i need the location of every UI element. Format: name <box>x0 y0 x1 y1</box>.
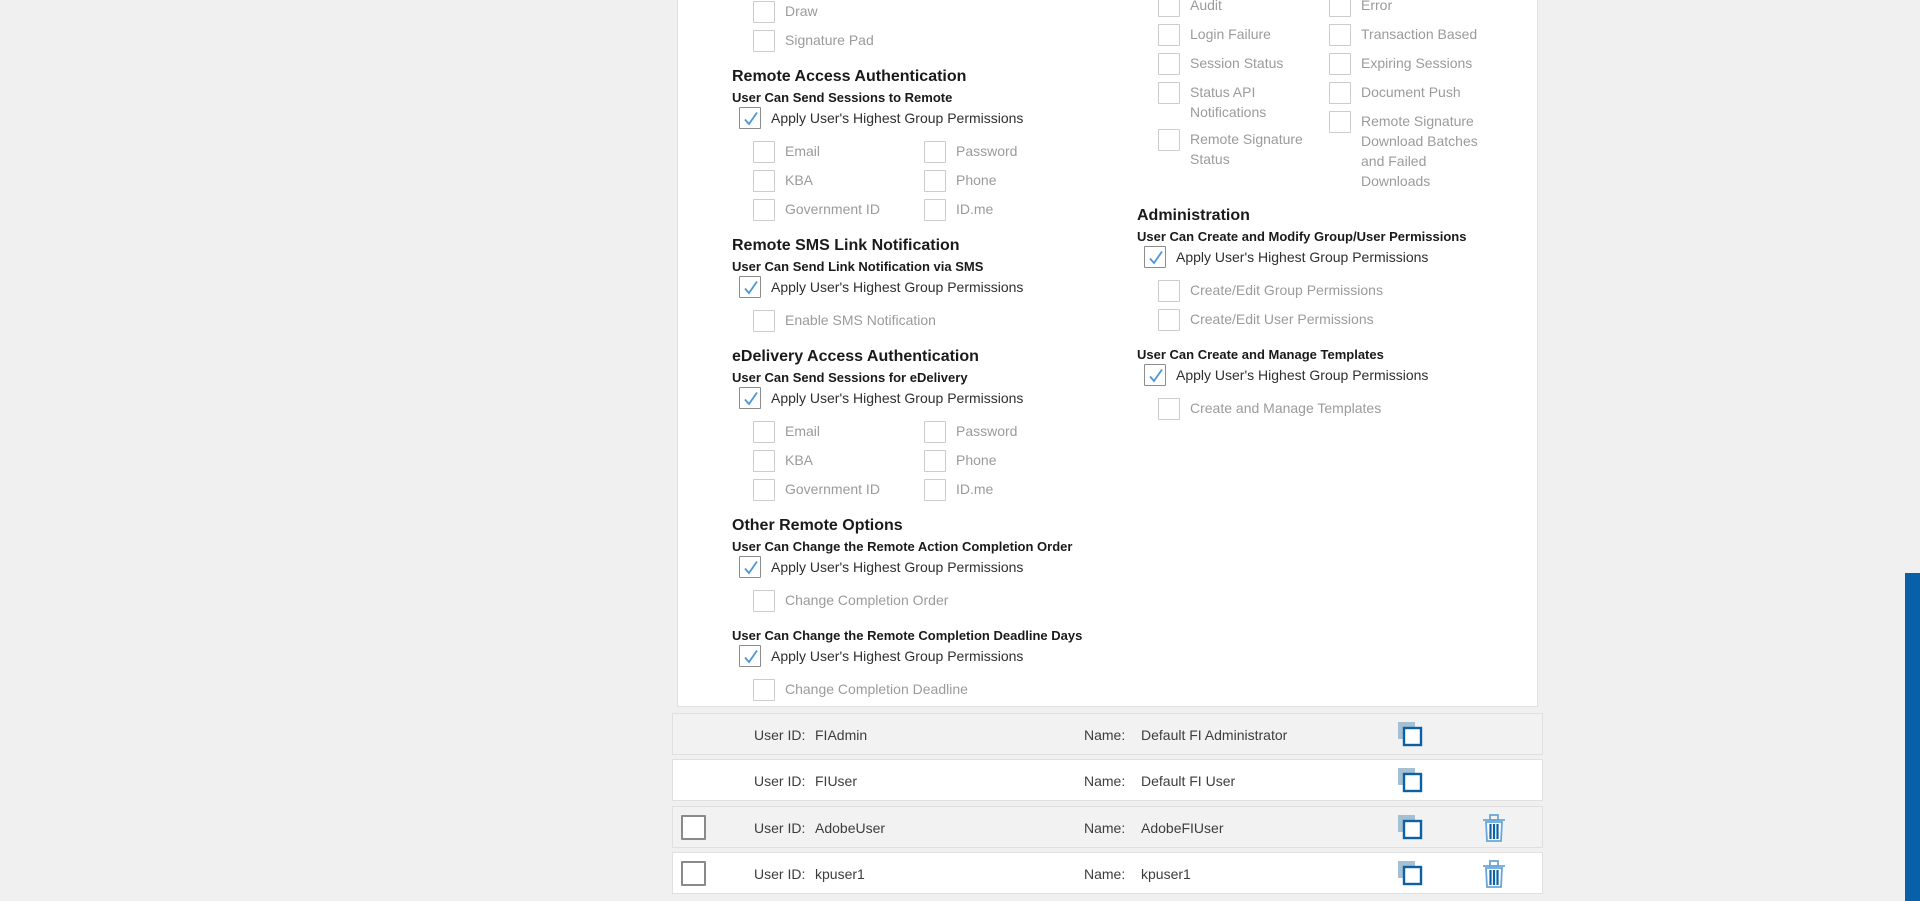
scrollbar-thumb[interactable] <box>1905 573 1920 901</box>
copy-user-button[interactable] <box>1395 766 1425 796</box>
option-row <box>1158 129 1323 169</box>
check-icon <box>740 646 762 668</box>
option-label: Email <box>785 423 821 439</box>
option-row <box>753 1 1127 23</box>
user-id-label: User ID: <box>754 820 806 836</box>
option-row <box>753 170 1127 192</box>
apply-permissions-label: Apply User's Highest Group Permissions <box>771 110 1024 126</box>
apply-permissions-label: Apply User's Highest Group Permissions <box>771 279 1024 295</box>
section-heading-edelivery-access-authentication: eDelivery Access Authentication <box>732 348 979 365</box>
checkbox-signature-pad <box>753 30 775 52</box>
option-cell <box>1158 53 1310 75</box>
option-label: Government ID <box>785 201 880 217</box>
checkbox-email <box>753 141 775 163</box>
checkbox-apply-highest-group-permissions[interactable] <box>739 276 761 298</box>
permissions-left-column <box>732 1 1127 708</box>
option-label: KBA <box>785 172 814 188</box>
checkbox-audit <box>1158 0 1180 17</box>
option-cell <box>1158 398 1381 420</box>
checkbox-remote-signature-status <box>1158 129 1180 151</box>
option-cell <box>753 310 936 332</box>
option-cell <box>1158 0 1310 17</box>
option-row <box>753 590 1127 612</box>
apply-permissions-row <box>739 387 1127 409</box>
checkbox-apply-highest-group-permissions[interactable] <box>739 645 761 667</box>
option-label: Login Failure <box>1190 26 1271 42</box>
option-label: Change Completion Deadline <box>785 681 968 697</box>
checkbox-email <box>753 421 775 443</box>
checkbox-draw <box>753 1 775 23</box>
option-cell <box>753 30 874 52</box>
apply-permissions-label: Apply User's Highest Group Permissions <box>1176 249 1429 265</box>
checkbox-error <box>1329 0 1351 17</box>
subsection-heading-user-can-send-link-notification-via-sms: User Can Send Link Notification via SMS <box>732 259 984 274</box>
option-cell <box>753 679 968 701</box>
user-row-checkbox[interactable] <box>681 815 706 840</box>
checkbox-phone <box>924 170 946 192</box>
option-cell <box>753 421 924 443</box>
notification-options-column-b <box>1329 0 1504 198</box>
apply-permissions-row <box>739 276 1127 298</box>
checkbox-phone <box>924 450 946 472</box>
user-id-label: User ID: <box>754 866 806 882</box>
option-label: Create/Edit Group Permissions <box>1190 282 1383 298</box>
option-row <box>1158 309 1537 331</box>
option-label: ID.me <box>956 201 994 217</box>
option-label: Draw <box>785 3 818 19</box>
option-cell <box>1329 111 1491 191</box>
checkbox-id-me <box>924 479 946 501</box>
user-row <box>672 852 1543 894</box>
section-heading-administration: Administration <box>1137 207 1250 224</box>
name-label: Name: <box>1084 866 1126 882</box>
section-heading-other-remote-options: Other Remote Options <box>732 517 903 534</box>
user-row-checkbox[interactable] <box>681 861 706 886</box>
checkbox-id-me <box>924 199 946 221</box>
delete-user-button[interactable] <box>1479 859 1509 889</box>
user-id-value: AdobeUser <box>815 820 886 836</box>
trash-icon <box>1481 813 1507 843</box>
option-cell <box>1158 82 1310 122</box>
user-id-value: kpuser1 <box>815 866 865 882</box>
option-label: Password <box>956 143 1018 159</box>
option-row <box>753 450 1127 472</box>
option-group <box>753 310 1127 332</box>
option-label: Status API Notifications <box>1190 84 1267 120</box>
option-row <box>753 141 1127 163</box>
checkbox-enable-sms-notification <box>753 310 775 332</box>
option-row <box>1158 398 1537 420</box>
option-cell <box>753 590 948 612</box>
check-icon <box>1145 365 1167 387</box>
option-row <box>1158 0 1323 17</box>
option-cell <box>1329 0 1491 17</box>
option-row <box>753 679 1127 701</box>
name-value: kpuser1 <box>1141 866 1191 882</box>
user-row <box>672 713 1543 755</box>
option-cell <box>753 141 924 163</box>
option-row <box>1158 24 1323 46</box>
checkbox-apply-highest-group-permissions[interactable] <box>1144 246 1166 268</box>
option-label: Transaction Based <box>1361 26 1478 42</box>
checkbox-status-api-notifications <box>1158 82 1180 104</box>
apply-permissions-row <box>1144 364 1537 386</box>
user-row <box>672 759 1543 801</box>
option-row <box>753 421 1127 443</box>
checkbox-government-id <box>753 479 775 501</box>
option-label: Session Status <box>1190 55 1284 71</box>
notification-options-column-a <box>1158 0 1323 176</box>
apply-permissions-row <box>739 107 1127 129</box>
option-cell <box>924 199 993 221</box>
checkbox-apply-highest-group-permissions[interactable] <box>739 107 761 129</box>
option-row <box>1158 53 1323 75</box>
checkbox-password <box>924 421 946 443</box>
copy-user-button[interactable] <box>1395 859 1425 889</box>
option-label: Signature Pad <box>785 32 874 48</box>
option-label: Change Completion Order <box>785 592 949 608</box>
check-icon <box>740 557 762 579</box>
subsection-heading-user-can-change-the-remote-completion-deadline-days: User Can Change the Remote Completion Deadline Days <box>732 628 1083 643</box>
checkbox-session-status <box>1158 53 1180 75</box>
option-label: Create/Edit User Permissions <box>1190 311 1374 327</box>
copy-user-button[interactable] <box>1395 813 1425 843</box>
checkbox-transaction-based <box>1329 24 1351 46</box>
option-row <box>1329 0 1504 17</box>
apply-permissions-row <box>739 645 1127 667</box>
checkbox-change-completion-order <box>753 590 775 612</box>
option-label: KBA <box>785 452 814 468</box>
checkbox-kba <box>753 170 775 192</box>
user-id-label: User ID: <box>754 773 806 789</box>
checkbox-create-and-manage-templates <box>1158 398 1180 420</box>
option-row <box>1158 280 1537 302</box>
option-group <box>753 421 1127 501</box>
checkbox-document-push <box>1329 82 1351 104</box>
check-icon <box>740 277 762 299</box>
copy-icon <box>1396 720 1424 748</box>
option-cell <box>753 170 924 192</box>
checkbox-login-failure <box>1158 24 1180 46</box>
option-group <box>753 141 1127 221</box>
checkbox-apply-highest-group-permissions[interactable] <box>1144 364 1166 386</box>
section-heading-remote-sms-link-notification: Remote SMS Link Notification <box>732 237 960 254</box>
checkbox-government-id <box>753 199 775 221</box>
option-row <box>753 479 1127 501</box>
option-cell <box>753 450 924 472</box>
option-row <box>1329 53 1504 75</box>
subsection-heading-user-can-send-sessions-for-edelivery: User Can Send Sessions for eDelivery <box>732 370 968 385</box>
name-value: AdobeFIUser <box>1141 820 1224 836</box>
checkbox-change-completion-deadline <box>753 679 775 701</box>
apply-permissions-label: Apply User's Highest Group Permissions <box>771 559 1024 575</box>
checkbox-kba <box>753 450 775 472</box>
check-icon <box>740 108 762 130</box>
name-label: Name: <box>1084 773 1126 789</box>
checkbox-apply-highest-group-permissions[interactable] <box>739 387 761 409</box>
checkbox-apply-highest-group-permissions[interactable] <box>739 556 761 578</box>
subsection-heading-user-can-send-sessions-to-remote: User Can Send Sessions to Remote <box>732 90 953 105</box>
trash-icon <box>1481 859 1507 889</box>
option-cell <box>924 450 996 472</box>
option-label: Expiring Sessions <box>1361 55 1473 71</box>
option-label: Create and Manage Templates <box>1190 400 1382 416</box>
subsection-heading-user-can-create-and-modify-group-user-permissions: User Can Create and Modify Group/User Permissions <box>1137 229 1467 244</box>
copy-user-button[interactable] <box>1395 720 1425 750</box>
option-label: Phone <box>956 452 997 468</box>
option-label: Email <box>785 143 821 159</box>
checkbox-create-edit-group-permissions <box>1158 280 1180 302</box>
option-label: Remote Signature Status <box>1190 131 1303 167</box>
option-cell <box>924 170 996 192</box>
option-group <box>753 679 1127 701</box>
checkbox-password <box>924 141 946 163</box>
section-heading-remote-access-authentication: Remote Access Authentication <box>732 68 967 85</box>
option-cell <box>1158 24 1310 46</box>
option-group <box>753 590 1127 612</box>
copy-icon <box>1396 813 1424 841</box>
option-cell <box>1329 82 1491 104</box>
name-value: Default FI Administrator <box>1141 727 1288 743</box>
checkbox-expiring-sessions <box>1329 53 1351 75</box>
option-label: Enable SMS Notification <box>785 312 936 328</box>
option-row <box>1329 24 1504 46</box>
apply-permissions-label: Apply User's Highest Group Permissions <box>771 648 1024 664</box>
user-id-value: FIAdmin <box>815 727 868 743</box>
option-cell <box>924 141 1017 163</box>
permissions-panel <box>677 0 1538 707</box>
user-id-value: FIUser <box>815 773 857 789</box>
option-label: Government ID <box>785 481 880 497</box>
option-cell <box>753 479 924 501</box>
checkbox-remote-signature-download-batches-and-failed-downloads <box>1329 111 1351 133</box>
apply-permissions-row <box>739 556 1127 578</box>
option-cell <box>753 199 924 221</box>
subsection-heading-user-can-create-and-manage-templates: User Can Create and Manage Templates <box>1137 347 1384 362</box>
option-row <box>753 30 1127 52</box>
option-cell <box>1158 280 1383 302</box>
option-row <box>1329 111 1504 191</box>
option-cell <box>1158 309 1374 331</box>
copy-icon <box>1396 766 1424 794</box>
option-cell <box>924 421 1017 443</box>
option-row <box>1329 82 1504 104</box>
option-label: ID.me <box>956 481 994 497</box>
name-value: Default FI User <box>1141 773 1236 789</box>
option-cell <box>1158 129 1310 169</box>
option-label: Audit <box>1190 0 1222 13</box>
delete-user-button[interactable] <box>1479 813 1509 843</box>
option-group <box>1158 280 1537 331</box>
check-icon <box>1145 247 1167 269</box>
name-label: Name: <box>1084 820 1126 836</box>
checkbox-create-edit-user-permissions <box>1158 309 1180 331</box>
option-cell <box>924 479 993 501</box>
option-group <box>753 1 1127 52</box>
option-label: Error <box>1361 0 1393 13</box>
copy-icon <box>1396 859 1424 887</box>
option-group <box>1158 398 1537 420</box>
administration-section <box>1137 206 1537 427</box>
option-row <box>753 310 1127 332</box>
option-cell <box>1329 24 1491 46</box>
name-label: Name: <box>1084 727 1126 743</box>
apply-permissions-row <box>1144 246 1537 268</box>
option-label: Document Push <box>1361 84 1461 100</box>
user-row <box>672 806 1543 848</box>
option-cell <box>753 1 818 23</box>
check-icon <box>740 388 762 410</box>
option-label: Password <box>956 423 1018 439</box>
option-row <box>1158 82 1323 122</box>
apply-permissions-label: Apply User's Highest Group Permissions <box>771 390 1024 406</box>
option-label: Remote Signature Download Batches and Failed Downloads <box>1361 113 1478 189</box>
user-id-label: User ID: <box>754 727 806 743</box>
option-cell <box>1329 53 1491 75</box>
subsection-heading-user-can-change-the-remote-action-completion-order: User Can Change the Remote Action Completion Order <box>732 539 1073 554</box>
option-label: Phone <box>956 172 997 188</box>
option-row <box>753 199 1127 221</box>
apply-permissions-label: Apply User's Highest Group Permissions <box>1176 367 1429 383</box>
